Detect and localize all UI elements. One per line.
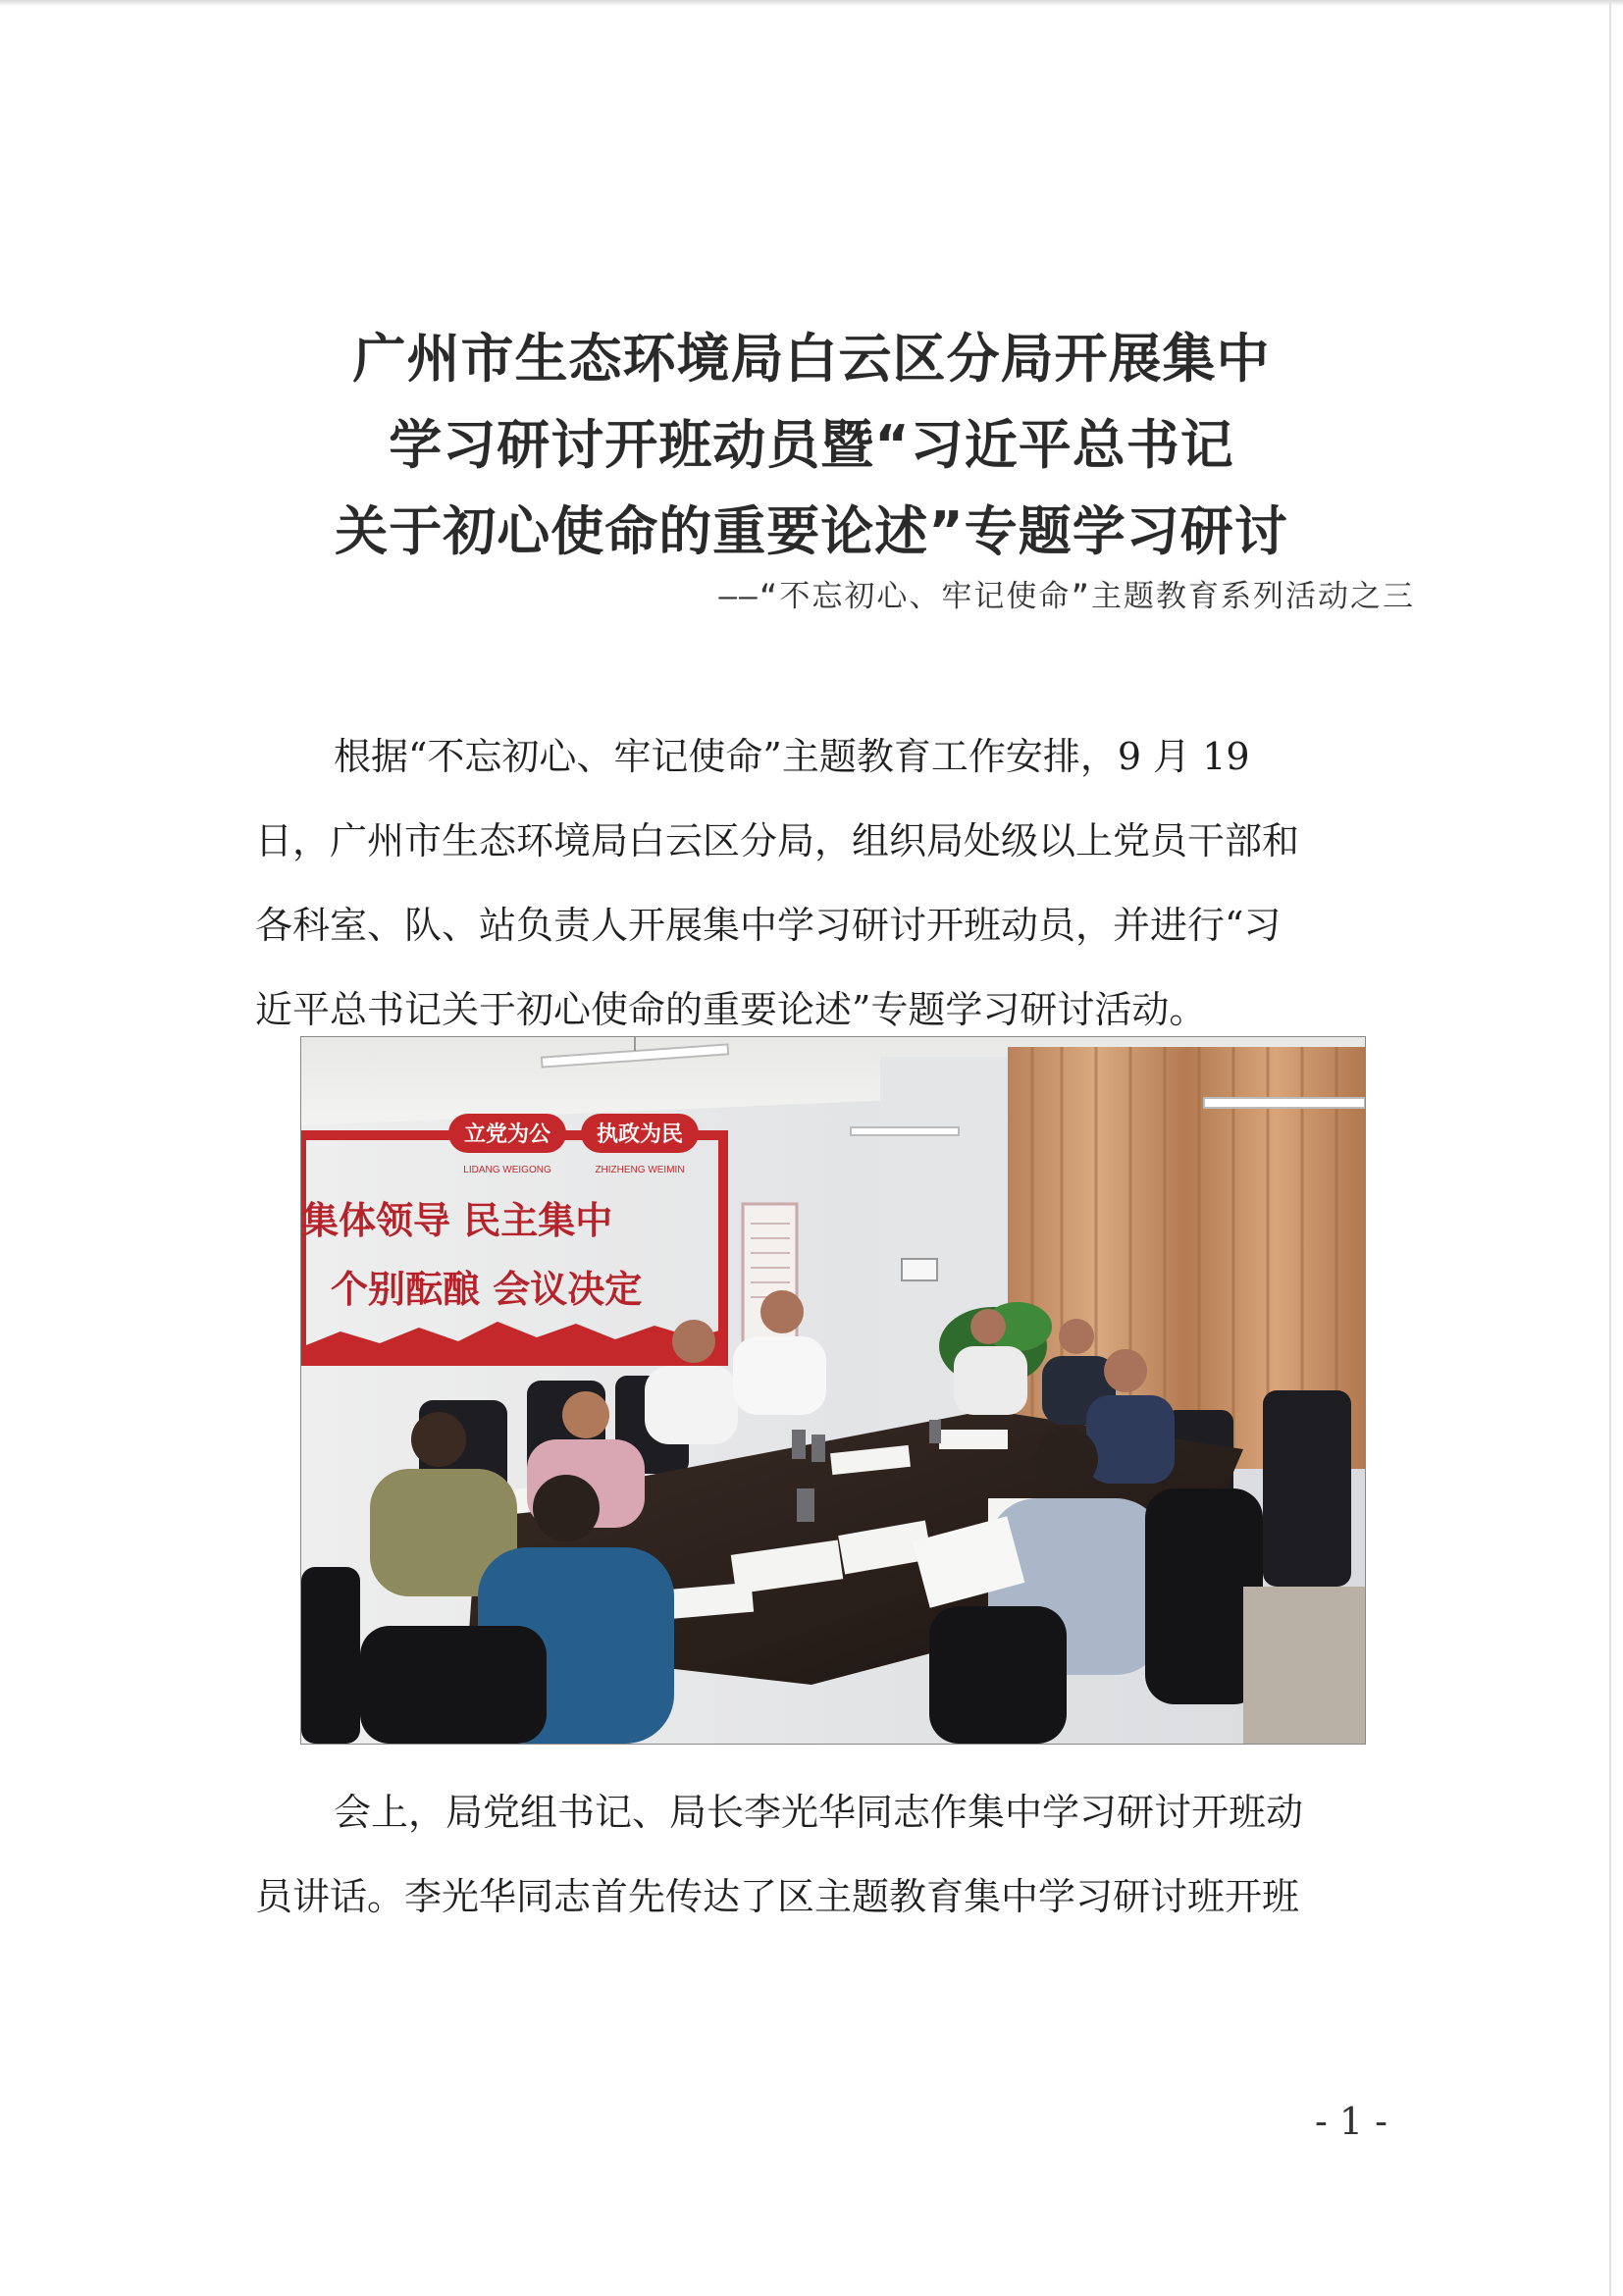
- wall-slogan-2: 个别酝酿 会议决定: [331, 1268, 643, 1311]
- scan-edge: [0, 0, 1623, 6]
- paragraph-2-line-2: 员讲话。李光华同志首先传达了区主题教育集中学习研讨班开班: [255, 1875, 1300, 1918]
- title-line-1: 广州市生态环境局白云区分局开展集中: [352, 328, 1271, 390]
- sign-top-right: 执政为民: [596, 1122, 684, 1146]
- paragraph-2: [255, 1770, 1413, 1939]
- page-number: - 1 -: [1315, 2100, 1388, 2143]
- paragraph-2-line-1: 会上，局党组书记、局长李光华同志作集中学习研讨开班动: [334, 1791, 1304, 1834]
- wall-slogan-1: 集体领导 民主集中: [301, 1199, 613, 1242]
- document-subtitle: ——“不忘初心、牢记使命”主题教育系列活动之三: [718, 579, 1415, 614]
- paragraph-1-line-2: 日，广州市生态环境局白云区分局，组织局处级以上党员干部和: [255, 819, 1300, 862]
- paragraph-1-line-4: 近平总书记关于初心使命的重要论述”专题学习研讨活动。: [255, 988, 1207, 1031]
- paragraph-1-line-1: 根据“不忘初心、牢记使命”主题教育工作安排，9 月 19: [334, 735, 1250, 778]
- title-line-3: 关于初心使命的重要论述”专题学习研讨: [335, 500, 1288, 562]
- paragraph-1-line-3: 各科室、队、站负责人开展集中学习研讨开班动员，并进行“习: [255, 904, 1282, 947]
- sign-top-left: 立党为公: [463, 1122, 551, 1146]
- title-line-2: 学习研讨开班动员暨“习近平总书记: [389, 414, 1234, 476]
- sign-small-left: LIDANG WEIGONG: [463, 1165, 551, 1175]
- paragraph-1: [255, 714, 1413, 1052]
- meeting-photo: [300, 1036, 1366, 1745]
- sign-small-right: ZHIZHENG WEIMIN: [595, 1165, 685, 1175]
- document-title: [0, 316, 1623, 575]
